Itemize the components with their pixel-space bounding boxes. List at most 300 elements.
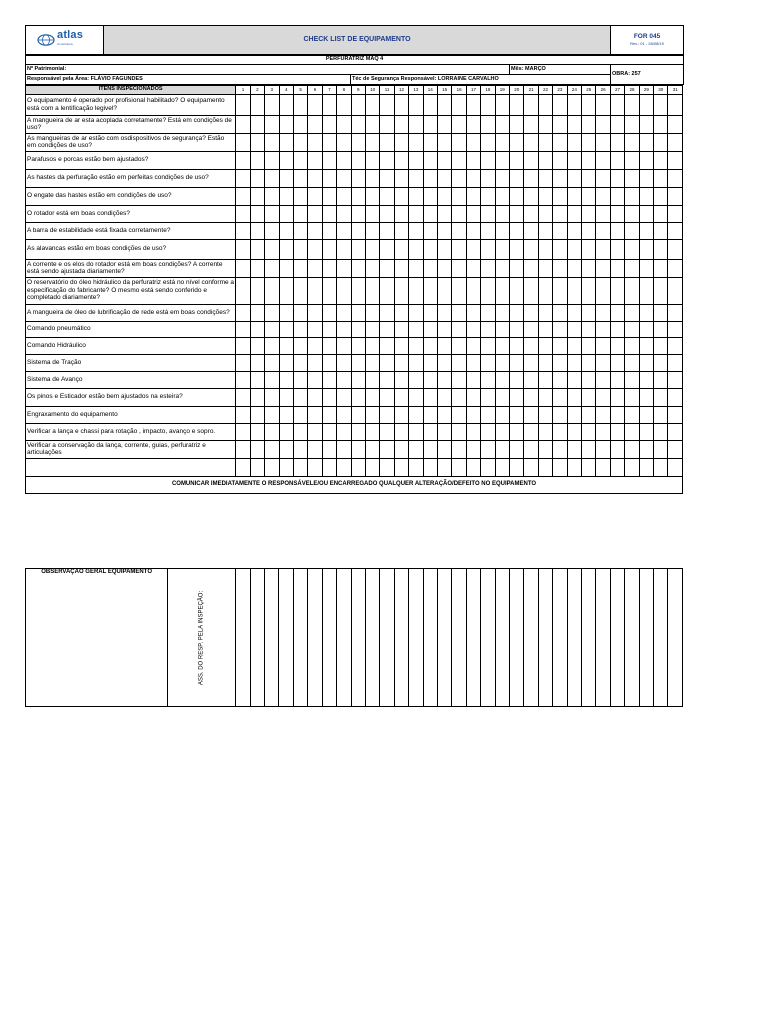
check-cell[interactable] bbox=[265, 222, 279, 239]
check-cell[interactable] bbox=[567, 304, 581, 321]
check-cell[interactable] bbox=[409, 406, 423, 423]
check-cell[interactable] bbox=[668, 259, 683, 277]
check-cell[interactable] bbox=[567, 458, 581, 476]
check-cell[interactable] bbox=[279, 388, 293, 406]
check-cell[interactable] bbox=[394, 169, 408, 187]
check-cell[interactable] bbox=[322, 151, 336, 169]
check-cell[interactable] bbox=[668, 337, 683, 354]
observation-day-cell[interactable] bbox=[495, 569, 509, 707]
check-cell[interactable] bbox=[538, 151, 552, 169]
check-cell[interactable] bbox=[236, 458, 250, 476]
check-cell[interactable] bbox=[510, 423, 524, 440]
check-cell[interactable] bbox=[610, 133, 624, 151]
check-cell[interactable] bbox=[668, 133, 683, 151]
check-cell[interactable] bbox=[351, 458, 365, 476]
check-cell[interactable] bbox=[524, 222, 538, 239]
check-cell[interactable] bbox=[668, 406, 683, 423]
check-cell[interactable] bbox=[510, 169, 524, 187]
check-cell[interactable] bbox=[654, 259, 668, 277]
check-cell[interactable] bbox=[337, 354, 351, 371]
check-cell[interactable] bbox=[250, 115, 264, 133]
check-cell[interactable] bbox=[279, 151, 293, 169]
check-cell[interactable] bbox=[510, 187, 524, 205]
check-cell[interactable] bbox=[481, 406, 495, 423]
check-cell[interactable] bbox=[596, 94, 610, 115]
check-cell[interactable] bbox=[423, 133, 437, 151]
check-cell[interactable] bbox=[466, 115, 480, 133]
check-cell[interactable] bbox=[495, 133, 509, 151]
check-cell[interactable] bbox=[510, 115, 524, 133]
check-cell[interactable] bbox=[524, 371, 538, 388]
check-cell[interactable] bbox=[394, 277, 408, 304]
check-cell[interactable] bbox=[567, 440, 581, 458]
check-cell[interactable] bbox=[654, 371, 668, 388]
check-cell[interactable] bbox=[481, 259, 495, 277]
check-cell[interactable] bbox=[538, 371, 552, 388]
check-cell[interactable] bbox=[538, 321, 552, 337]
check-cell[interactable] bbox=[293, 205, 307, 222]
check-cell[interactable] bbox=[322, 354, 336, 371]
check-cell[interactable] bbox=[668, 458, 683, 476]
check-cell[interactable] bbox=[322, 115, 336, 133]
check-cell[interactable] bbox=[322, 133, 336, 151]
check-cell[interactable] bbox=[639, 151, 653, 169]
check-cell[interactable] bbox=[582, 259, 596, 277]
check-cell[interactable] bbox=[610, 94, 624, 115]
check-cell[interactable] bbox=[567, 169, 581, 187]
check-cell[interactable] bbox=[250, 304, 264, 321]
check-cell[interactable] bbox=[553, 94, 567, 115]
check-cell[interactable] bbox=[553, 458, 567, 476]
check-cell[interactable] bbox=[452, 169, 466, 187]
check-cell[interactable] bbox=[668, 321, 683, 337]
check-cell[interactable] bbox=[582, 277, 596, 304]
check-cell[interactable] bbox=[351, 133, 365, 151]
check-cell[interactable] bbox=[265, 151, 279, 169]
check-cell[interactable] bbox=[380, 94, 394, 115]
check-cell[interactable] bbox=[668, 169, 683, 187]
check-cell[interactable] bbox=[337, 222, 351, 239]
check-cell[interactable] bbox=[582, 205, 596, 222]
check-cell[interactable] bbox=[351, 423, 365, 440]
check-cell[interactable] bbox=[524, 337, 538, 354]
check-cell[interactable] bbox=[265, 115, 279, 133]
check-cell[interactable] bbox=[365, 337, 379, 354]
check-cell[interactable] bbox=[625, 388, 639, 406]
check-cell[interactable] bbox=[582, 169, 596, 187]
check-cell[interactable] bbox=[265, 94, 279, 115]
check-cell[interactable] bbox=[596, 169, 610, 187]
check-cell[interactable] bbox=[610, 321, 624, 337]
check-cell[interactable] bbox=[654, 94, 668, 115]
check-cell[interactable] bbox=[452, 115, 466, 133]
check-cell[interactable] bbox=[423, 151, 437, 169]
check-cell[interactable] bbox=[553, 133, 567, 151]
check-cell[interactable] bbox=[279, 440, 293, 458]
check-cell[interactable] bbox=[337, 205, 351, 222]
check-cell[interactable] bbox=[553, 222, 567, 239]
check-cell[interactable] bbox=[380, 440, 394, 458]
check-cell[interactable] bbox=[495, 388, 509, 406]
check-cell[interactable] bbox=[293, 304, 307, 321]
check-cell[interactable] bbox=[553, 205, 567, 222]
check-cell[interactable] bbox=[625, 169, 639, 187]
check-cell[interactable] bbox=[610, 151, 624, 169]
check-cell[interactable] bbox=[437, 354, 451, 371]
check-cell[interactable] bbox=[437, 423, 451, 440]
check-cell[interactable] bbox=[553, 406, 567, 423]
check-cell[interactable] bbox=[610, 337, 624, 354]
check-cell[interactable] bbox=[466, 169, 480, 187]
check-cell[interactable] bbox=[582, 115, 596, 133]
check-cell[interactable] bbox=[639, 169, 653, 187]
check-cell[interactable] bbox=[380, 423, 394, 440]
check-cell[interactable] bbox=[293, 151, 307, 169]
check-cell[interactable] bbox=[654, 133, 668, 151]
check-cell[interactable] bbox=[495, 321, 509, 337]
check-cell[interactable] bbox=[423, 115, 437, 133]
check-cell[interactable] bbox=[610, 222, 624, 239]
check-cell[interactable] bbox=[481, 304, 495, 321]
check-cell[interactable] bbox=[582, 354, 596, 371]
check-cell[interactable] bbox=[394, 354, 408, 371]
check-cell[interactable] bbox=[380, 277, 394, 304]
check-cell[interactable] bbox=[510, 354, 524, 371]
check-cell[interactable] bbox=[524, 388, 538, 406]
check-cell[interactable] bbox=[279, 187, 293, 205]
check-cell[interactable] bbox=[654, 423, 668, 440]
check-cell[interactable] bbox=[452, 133, 466, 151]
check-cell[interactable] bbox=[365, 406, 379, 423]
check-cell[interactable] bbox=[250, 423, 264, 440]
check-cell[interactable] bbox=[265, 458, 279, 476]
check-cell[interactable] bbox=[538, 169, 552, 187]
check-cell[interactable] bbox=[236, 277, 250, 304]
check-cell[interactable] bbox=[423, 440, 437, 458]
check-cell[interactable] bbox=[380, 406, 394, 423]
check-cell[interactable] bbox=[293, 115, 307, 133]
check-cell[interactable] bbox=[524, 115, 538, 133]
check-cell[interactable] bbox=[236, 259, 250, 277]
check-cell[interactable] bbox=[639, 337, 653, 354]
check-cell[interactable] bbox=[524, 94, 538, 115]
check-cell[interactable] bbox=[337, 304, 351, 321]
check-cell[interactable] bbox=[654, 151, 668, 169]
check-cell[interactable] bbox=[639, 259, 653, 277]
check-cell[interactable] bbox=[567, 354, 581, 371]
check-cell[interactable] bbox=[293, 321, 307, 337]
check-cell[interactable] bbox=[625, 94, 639, 115]
observation-day-cell[interactable] bbox=[509, 569, 523, 707]
check-cell[interactable] bbox=[409, 133, 423, 151]
check-cell[interactable] bbox=[423, 458, 437, 476]
check-cell[interactable] bbox=[481, 277, 495, 304]
check-cell[interactable] bbox=[582, 458, 596, 476]
check-cell[interactable] bbox=[639, 187, 653, 205]
check-cell[interactable] bbox=[351, 239, 365, 259]
check-cell[interactable] bbox=[495, 151, 509, 169]
check-cell[interactable] bbox=[380, 187, 394, 205]
check-cell[interactable] bbox=[236, 406, 250, 423]
check-cell[interactable] bbox=[437, 458, 451, 476]
check-cell[interactable] bbox=[596, 277, 610, 304]
check-cell[interactable] bbox=[452, 205, 466, 222]
check-cell[interactable] bbox=[466, 277, 480, 304]
check-cell[interactable] bbox=[308, 354, 322, 371]
check-cell[interactable] bbox=[351, 406, 365, 423]
check-cell[interactable] bbox=[654, 440, 668, 458]
check-cell[interactable] bbox=[452, 151, 466, 169]
observation-day-cell[interactable] bbox=[524, 569, 538, 707]
check-cell[interactable] bbox=[639, 458, 653, 476]
check-cell[interactable] bbox=[639, 354, 653, 371]
check-cell[interactable] bbox=[625, 277, 639, 304]
check-cell[interactable] bbox=[654, 205, 668, 222]
check-cell[interactable] bbox=[394, 304, 408, 321]
check-cell[interactable] bbox=[553, 337, 567, 354]
check-cell[interactable] bbox=[265, 133, 279, 151]
check-cell[interactable] bbox=[250, 259, 264, 277]
check-cell[interactable] bbox=[510, 151, 524, 169]
check-cell[interactable] bbox=[279, 277, 293, 304]
check-cell[interactable] bbox=[466, 423, 480, 440]
check-cell[interactable] bbox=[610, 371, 624, 388]
check-cell[interactable] bbox=[452, 371, 466, 388]
check-cell[interactable] bbox=[610, 440, 624, 458]
check-cell[interactable] bbox=[538, 259, 552, 277]
check-cell[interactable] bbox=[308, 440, 322, 458]
check-cell[interactable] bbox=[409, 187, 423, 205]
check-cell[interactable] bbox=[668, 239, 683, 259]
check-cell[interactable] bbox=[337, 321, 351, 337]
check-cell[interactable] bbox=[639, 277, 653, 304]
check-cell[interactable] bbox=[265, 337, 279, 354]
check-cell[interactable] bbox=[437, 406, 451, 423]
check-cell[interactable] bbox=[423, 222, 437, 239]
check-cell[interactable] bbox=[365, 239, 379, 259]
check-cell[interactable] bbox=[553, 169, 567, 187]
check-cell[interactable] bbox=[567, 115, 581, 133]
check-cell[interactable] bbox=[582, 133, 596, 151]
check-cell[interactable] bbox=[250, 337, 264, 354]
check-cell[interactable] bbox=[553, 388, 567, 406]
check-cell[interactable] bbox=[308, 187, 322, 205]
check-cell[interactable] bbox=[365, 94, 379, 115]
check-cell[interactable] bbox=[250, 277, 264, 304]
check-cell[interactable] bbox=[639, 222, 653, 239]
check-cell[interactable] bbox=[582, 222, 596, 239]
check-cell[interactable] bbox=[351, 205, 365, 222]
check-cell[interactable] bbox=[495, 94, 509, 115]
check-cell[interactable] bbox=[481, 94, 495, 115]
check-cell[interactable] bbox=[380, 239, 394, 259]
check-cell[interactable] bbox=[236, 388, 250, 406]
observation-day-cell[interactable] bbox=[625, 569, 639, 707]
check-cell[interactable] bbox=[380, 115, 394, 133]
check-cell[interactable] bbox=[452, 94, 466, 115]
check-cell[interactable] bbox=[625, 222, 639, 239]
check-cell[interactable] bbox=[654, 406, 668, 423]
check-cell[interactable] bbox=[394, 388, 408, 406]
check-cell[interactable] bbox=[365, 423, 379, 440]
check-cell[interactable] bbox=[380, 133, 394, 151]
check-cell[interactable] bbox=[639, 133, 653, 151]
check-cell[interactable] bbox=[625, 205, 639, 222]
check-cell[interactable] bbox=[596, 151, 610, 169]
check-cell[interactable] bbox=[351, 337, 365, 354]
check-cell[interactable] bbox=[567, 277, 581, 304]
check-cell[interactable] bbox=[510, 239, 524, 259]
check-cell[interactable] bbox=[654, 354, 668, 371]
check-cell[interactable] bbox=[380, 388, 394, 406]
check-cell[interactable] bbox=[481, 321, 495, 337]
check-cell[interactable] bbox=[567, 151, 581, 169]
check-cell[interactable] bbox=[668, 423, 683, 440]
check-cell[interactable] bbox=[582, 371, 596, 388]
check-cell[interactable] bbox=[250, 169, 264, 187]
check-cell[interactable] bbox=[481, 354, 495, 371]
check-cell[interactable] bbox=[466, 354, 480, 371]
check-cell[interactable] bbox=[265, 423, 279, 440]
check-cell[interactable] bbox=[668, 151, 683, 169]
check-cell[interactable] bbox=[466, 440, 480, 458]
check-cell[interactable] bbox=[538, 277, 552, 304]
check-cell[interactable] bbox=[437, 239, 451, 259]
check-cell[interactable] bbox=[596, 440, 610, 458]
check-cell[interactable] bbox=[596, 321, 610, 337]
check-cell[interactable] bbox=[409, 304, 423, 321]
observation-day-cell[interactable] bbox=[423, 569, 437, 707]
check-cell[interactable] bbox=[596, 423, 610, 440]
check-cell[interactable] bbox=[582, 94, 596, 115]
check-cell[interactable] bbox=[293, 133, 307, 151]
check-cell[interactable] bbox=[567, 388, 581, 406]
check-cell[interactable] bbox=[250, 187, 264, 205]
check-cell[interactable] bbox=[394, 440, 408, 458]
check-cell[interactable] bbox=[625, 458, 639, 476]
check-cell[interactable] bbox=[610, 205, 624, 222]
check-cell[interactable] bbox=[610, 239, 624, 259]
check-cell[interactable] bbox=[610, 115, 624, 133]
check-cell[interactable] bbox=[409, 371, 423, 388]
check-cell[interactable] bbox=[423, 371, 437, 388]
check-cell[interactable] bbox=[481, 371, 495, 388]
check-cell[interactable] bbox=[452, 239, 466, 259]
check-cell[interactable] bbox=[250, 388, 264, 406]
check-cell[interactable] bbox=[250, 354, 264, 371]
check-cell[interactable] bbox=[625, 151, 639, 169]
check-cell[interactable] bbox=[308, 222, 322, 239]
check-cell[interactable] bbox=[380, 151, 394, 169]
check-cell[interactable] bbox=[466, 371, 480, 388]
check-cell[interactable] bbox=[524, 458, 538, 476]
check-cell[interactable] bbox=[236, 337, 250, 354]
check-cell[interactable] bbox=[365, 304, 379, 321]
check-cell[interactable] bbox=[538, 458, 552, 476]
check-cell[interactable] bbox=[365, 371, 379, 388]
check-cell[interactable] bbox=[639, 205, 653, 222]
check-cell[interactable] bbox=[351, 222, 365, 239]
check-cell[interactable] bbox=[409, 205, 423, 222]
check-cell[interactable] bbox=[452, 222, 466, 239]
check-cell[interactable] bbox=[423, 94, 437, 115]
check-cell[interactable] bbox=[351, 115, 365, 133]
check-cell[interactable] bbox=[437, 205, 451, 222]
check-cell[interactable] bbox=[639, 304, 653, 321]
check-cell[interactable] bbox=[322, 205, 336, 222]
check-cell[interactable] bbox=[510, 222, 524, 239]
check-cell[interactable] bbox=[322, 458, 336, 476]
check-cell[interactable] bbox=[524, 133, 538, 151]
check-cell[interactable] bbox=[437, 304, 451, 321]
check-cell[interactable] bbox=[610, 406, 624, 423]
check-cell[interactable] bbox=[596, 205, 610, 222]
check-cell[interactable] bbox=[524, 239, 538, 259]
check-cell[interactable] bbox=[466, 337, 480, 354]
observation-day-cell[interactable] bbox=[308, 569, 322, 707]
check-cell[interactable] bbox=[524, 321, 538, 337]
check-cell[interactable] bbox=[610, 388, 624, 406]
check-cell[interactable] bbox=[409, 458, 423, 476]
check-cell[interactable] bbox=[293, 222, 307, 239]
check-cell[interactable] bbox=[567, 423, 581, 440]
check-cell[interactable] bbox=[308, 277, 322, 304]
check-cell[interactable] bbox=[625, 354, 639, 371]
check-cell[interactable] bbox=[365, 187, 379, 205]
check-cell[interactable] bbox=[481, 133, 495, 151]
check-cell[interactable] bbox=[250, 406, 264, 423]
check-cell[interactable] bbox=[495, 222, 509, 239]
check-cell[interactable] bbox=[409, 239, 423, 259]
check-cell[interactable] bbox=[596, 337, 610, 354]
check-cell[interactable] bbox=[466, 151, 480, 169]
check-cell[interactable] bbox=[625, 440, 639, 458]
check-cell[interactable] bbox=[654, 458, 668, 476]
check-cell[interactable] bbox=[308, 259, 322, 277]
check-cell[interactable] bbox=[250, 133, 264, 151]
check-cell[interactable] bbox=[452, 321, 466, 337]
observation-day-cell[interactable] bbox=[394, 569, 408, 707]
check-cell[interactable] bbox=[337, 388, 351, 406]
check-cell[interactable] bbox=[351, 151, 365, 169]
check-cell[interactable] bbox=[409, 321, 423, 337]
check-cell[interactable] bbox=[437, 169, 451, 187]
check-cell[interactable] bbox=[639, 388, 653, 406]
check-cell[interactable] bbox=[553, 354, 567, 371]
check-cell[interactable] bbox=[279, 222, 293, 239]
check-cell[interactable] bbox=[668, 115, 683, 133]
observation-day-cell[interactable] bbox=[322, 569, 336, 707]
check-cell[interactable] bbox=[250, 371, 264, 388]
check-cell[interactable] bbox=[437, 440, 451, 458]
check-cell[interactable] bbox=[437, 259, 451, 277]
check-cell[interactable] bbox=[567, 133, 581, 151]
observation-day-cell[interactable] bbox=[466, 569, 480, 707]
check-cell[interactable] bbox=[365, 440, 379, 458]
check-cell[interactable] bbox=[481, 151, 495, 169]
check-cell[interactable] bbox=[279, 458, 293, 476]
check-cell[interactable] bbox=[466, 187, 480, 205]
check-cell[interactable] bbox=[236, 371, 250, 388]
check-cell[interactable] bbox=[437, 371, 451, 388]
check-cell[interactable] bbox=[567, 187, 581, 205]
check-cell[interactable] bbox=[308, 458, 322, 476]
check-cell[interactable] bbox=[423, 406, 437, 423]
check-cell[interactable] bbox=[351, 187, 365, 205]
check-cell[interactable] bbox=[639, 239, 653, 259]
check-cell[interactable] bbox=[394, 321, 408, 337]
check-cell[interactable] bbox=[553, 304, 567, 321]
